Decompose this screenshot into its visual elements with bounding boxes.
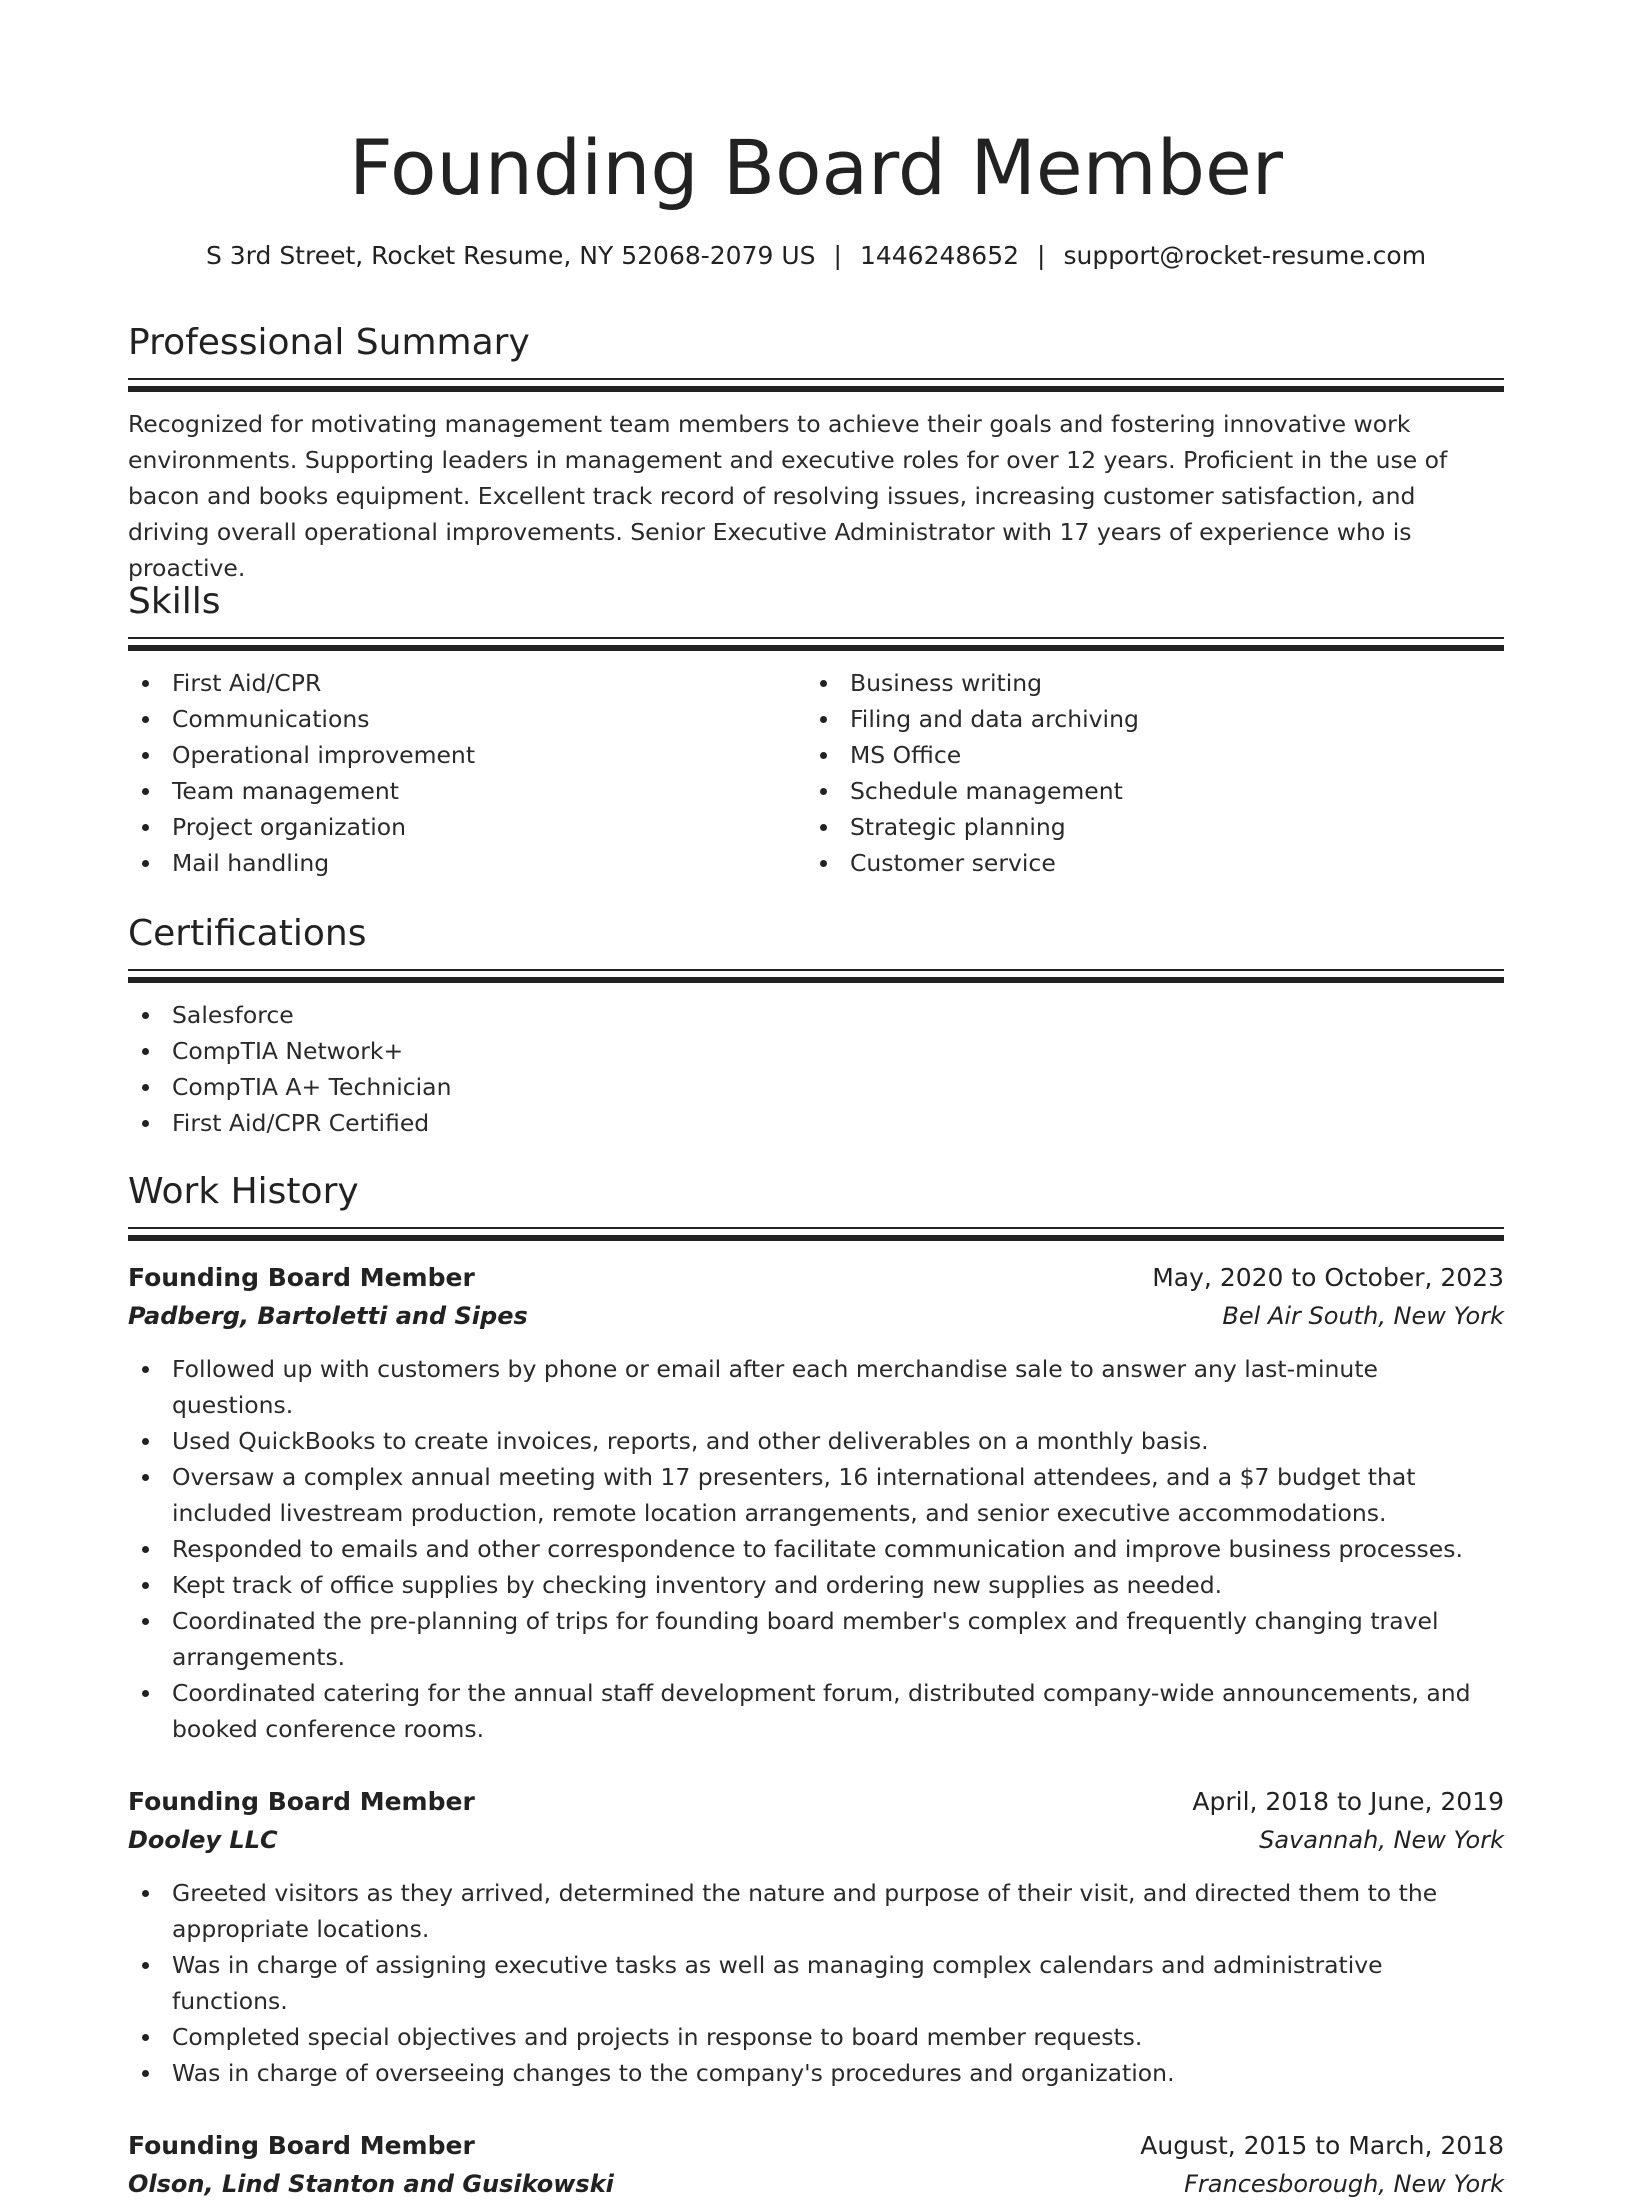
job-duty-item: Coordinated catering for the annual staff development forum, distributed company-wide announcements, and booked conference rooms. xyxy=(128,1675,1504,1747)
job-duty-item: Used QuickBooks to create invoices, reports, and other deliverables on a monthly basis. xyxy=(128,1423,1504,1459)
job-title: Founding Board Member xyxy=(128,1787,475,1816)
job-duty-item: Completed special objectives and projects in response to board member requests. xyxy=(128,2019,1504,2055)
contact-email: support@rocket-resume.com xyxy=(1063,241,1427,270)
job-duty-item: Greeted visitors as they arrived, determined the nature and purpose of their visit, and directed them to the appropriate locations. xyxy=(128,1875,1504,1947)
skill-item: Team management xyxy=(128,773,806,809)
work-history-heading: Work History xyxy=(128,1171,359,1212)
skill-item: Strategic planning xyxy=(806,809,1484,845)
job-duty-item: Was in charge of assigning executive tasks as well as managing complex calendars and administrative functions. xyxy=(128,1947,1504,2019)
certifications-heading: Certifications xyxy=(128,913,367,954)
job-duty-item: Followed up with customers by phone or email after each merchandise sale to answer any last-minute questions. xyxy=(128,1351,1504,1423)
skill-item: Mail handling xyxy=(128,845,806,881)
job-company: Dooley LLC xyxy=(128,1826,278,1854)
job-header xyxy=(128,1783,1504,1821)
skills-list-right xyxy=(806,665,1484,881)
job-title: Founding Board Member xyxy=(128,1263,475,1292)
job-company: Padberg, Bartoletti and Sipes xyxy=(128,1302,528,1330)
section-divider xyxy=(128,378,1504,392)
job-dates: April, 2018 to June, 2019 xyxy=(1192,1787,1504,1816)
job-subheader xyxy=(128,1821,1504,1859)
job-subheader xyxy=(128,2165,1504,2203)
skill-item: Schedule management xyxy=(806,773,1484,809)
section-divider xyxy=(128,637,1504,651)
section-divider xyxy=(128,1227,1504,1241)
summary-text: Recognized for motivating management team members to achieve their goals and fostering innovative work environments. Supporting leaders in management and executive roles for over 12 years. Proficient in the use of bacon and books equipment. Excellent track record of resolving issues, increasing customer satisfaction, and driving overall operational improvements. Senior Executive Administrator with 17 years of experience who is proactive. xyxy=(128,410,1448,582)
job-duty-item: Responded to emails and other correspondence to facilitate communication and improve business processes. xyxy=(128,1531,1504,1567)
skills-heading: Skills xyxy=(128,581,221,622)
work-history-section xyxy=(128,1167,1504,2203)
contact-address: S 3rd Street, Rocket Resume, NY 52068-2079 US xyxy=(205,241,816,270)
certifications-section xyxy=(128,909,1504,1141)
certification-item: First Aid/CPR Certified xyxy=(128,1105,1504,1141)
job-entry xyxy=(128,1259,1504,1747)
job-duty-item: Kept track of office supplies by checking inventory and ordering new supplies as needed. xyxy=(128,1567,1504,1603)
section-divider xyxy=(128,969,1504,983)
job-header xyxy=(128,2127,1504,2165)
skills-columns xyxy=(128,665,1504,881)
job-duties xyxy=(128,1875,1504,2091)
skills-section xyxy=(128,577,1504,881)
job-header xyxy=(128,1259,1504,1297)
skill-item: Communications xyxy=(128,701,806,737)
job-duties xyxy=(128,1351,1504,1747)
contact-separator: | xyxy=(833,241,842,270)
job-dates: May, 2020 to October, 2023 xyxy=(1152,1263,1504,1292)
skill-item: Project organization xyxy=(128,809,806,845)
job-subheader xyxy=(128,1297,1504,1335)
job-location: Savannah, New York xyxy=(1259,1826,1504,1854)
certification-item: CompTIA Network+ xyxy=(128,1033,1504,1069)
skill-item: Customer service xyxy=(806,845,1484,881)
job-location: Francesborough, New York xyxy=(1184,2170,1504,2198)
candidate-name: Founding Board Member xyxy=(349,123,1283,212)
skill-item: MS Office xyxy=(806,737,1484,773)
job-duty-item: Was in charge of overseeing changes to the company's procedures and organization. xyxy=(128,2055,1504,2091)
certification-item: Salesforce xyxy=(128,997,1504,1033)
certification-item: CompTIA A+ Technician xyxy=(128,1069,1504,1105)
contact-phone: 1446248652 xyxy=(859,241,1020,270)
skills-list-left xyxy=(128,665,806,881)
certifications-list xyxy=(128,997,1504,1141)
skill-item: Filing and data archiving xyxy=(806,701,1484,737)
job-duty-item: Coordinated the pre-planning of trips for founding board member's complex and frequently changing travel arrangements. xyxy=(128,1603,1504,1675)
job-duty-item: Oversaw a complex annual meeting with 17 presenters, 16 international attendees, and a $7 budget that included livestream production, remote location arrangements, and senior executive accommodations. xyxy=(128,1459,1504,1531)
summary-heading: Professional Summary xyxy=(128,322,530,363)
summary-section xyxy=(128,318,1504,586)
job-title: Founding Board Member xyxy=(128,2131,475,2160)
job-location: Bel Air South, New York xyxy=(1222,1302,1504,1330)
skill-item: First Aid/CPR xyxy=(128,665,806,701)
job-dates: August, 2015 to March, 2018 xyxy=(1140,2131,1504,2160)
skill-item: Business writing xyxy=(806,665,1484,701)
job-company: Olson, Lind Stanton and Gusikowski xyxy=(128,2170,614,2198)
skill-item: Operational improvement xyxy=(128,737,806,773)
contact-separator: | xyxy=(1037,241,1046,270)
contact-line xyxy=(128,238,1504,274)
job-entry xyxy=(128,1783,1504,2091)
job-entry xyxy=(128,2127,1504,2203)
